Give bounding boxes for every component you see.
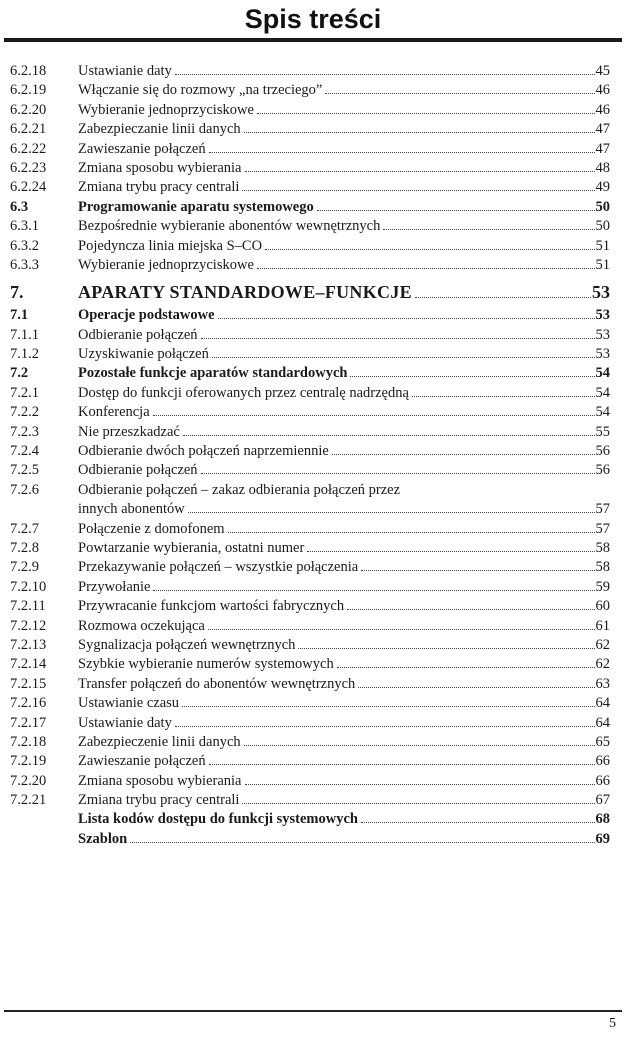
toc-entry[interactable]	[0, 326, 626, 345]
section-number: 7.2.18	[10, 733, 47, 750]
toc-entry[interactable]	[0, 345, 626, 364]
toc-entry[interactable]	[0, 140, 626, 159]
toc-entry[interactable]	[0, 558, 626, 577]
section-number: 7.2.14	[10, 656, 47, 673]
toc-entry[interactable]	[0, 423, 626, 442]
dot-leader	[257, 112, 595, 114]
dot-leader	[244, 131, 595, 133]
section-title: Programowanie aparatu systemowego	[78, 198, 314, 215]
section-title: Pozostałe funkcje aparatów standardowych	[78, 365, 348, 382]
dot-leader	[245, 170, 595, 172]
page-ref: 46	[595, 101, 610, 118]
section-number: 7.2.4	[10, 443, 39, 460]
section-title: Zabezpieczenie linii danych	[78, 733, 241, 750]
page-ref: 66	[595, 753, 610, 770]
dot-leader	[332, 453, 595, 455]
toc-entry[interactable]	[0, 481, 626, 520]
toc-entry[interactable]	[0, 714, 626, 733]
dot-leader	[175, 73, 595, 75]
page-ref: 68	[595, 811, 610, 828]
dot-leader	[182, 705, 594, 707]
section-number: 7.2.12	[10, 617, 47, 634]
toc-entry[interactable]	[0, 694, 626, 713]
toc-entry[interactable]	[0, 578, 626, 597]
dot-leader	[188, 511, 595, 513]
section-title: Zabezpieczanie linii danych	[78, 121, 241, 138]
page-ref: 58	[595, 540, 610, 556]
section-number: 6.3.2	[10, 237, 39, 254]
section-title: Bezpośrednie wybieranie abonentów wewnętrznych	[78, 218, 381, 235]
dot-leader	[361, 569, 594, 571]
dot-leader	[208, 628, 595, 630]
section-number: 7.2.19	[10, 753, 47, 770]
dot-leader	[209, 151, 595, 153]
section-title: Zmiana trybu pracy centrali	[78, 179, 240, 196]
page-ref: 56	[595, 443, 610, 460]
chapter-title: APARATY STANDARDOWE–FUNKCJE	[78, 282, 412, 303]
section-title: Pojedyncza linia miejska S–CO	[78, 237, 263, 254]
dot-leader	[337, 666, 595, 668]
toc-entry[interactable]	[0, 384, 626, 403]
section-title: Włączanie się do rozmowy „na trzeciego”	[78, 82, 323, 99]
section-title: Wybieranie jednoprzyciskowe	[78, 101, 254, 118]
section-title-continuation: innych abonentów	[78, 501, 185, 518]
page-ref: 47	[595, 121, 610, 138]
page-ref: 57	[595, 520, 610, 537]
section-title: Zmiana trybu pracy centrali	[78, 792, 240, 809]
section-title: Zmiana sposobu wybierania	[78, 772, 242, 789]
section-title: Nie przeszkadzać	[78, 423, 180, 440]
toc-entry[interactable]	[0, 675, 626, 694]
dot-leader	[317, 209, 595, 211]
page-ref: 62	[595, 656, 610, 673]
section-number: 7.2	[10, 365, 29, 382]
toc-chapter-heading[interactable]	[0, 279, 626, 306]
toc-section-heading[interactable]	[0, 306, 626, 325]
section-number: 7.2.13	[10, 636, 47, 653]
page-ref: 49	[595, 179, 610, 196]
section-number: 6.3	[10, 198, 29, 215]
page-ref: 54	[595, 404, 610, 421]
dot-leader	[228, 531, 595, 533]
dot-leader	[265, 248, 594, 250]
section-number: 7.2.10	[10, 578, 47, 595]
toc-entry[interactable]	[0, 461, 626, 480]
page-ref: 51	[595, 256, 610, 273]
section-title: Ustawianie daty	[78, 714, 172, 731]
page-ref: 50	[595, 218, 610, 235]
dot-leader	[383, 228, 594, 230]
page-ref: 54	[595, 365, 610, 382]
page-ref: 65	[595, 733, 610, 750]
section-title: Odbieranie połączeń – zakaz odbierania połączeń przez	[78, 481, 401, 498]
section-title: Rozmowa oczekująca	[78, 617, 205, 634]
section-title: Zawieszanie połączeń	[78, 753, 206, 770]
page-ref: 53	[592, 282, 610, 303]
dot-leader	[415, 296, 591, 298]
section-title: Sygnalizacja połączeń wewnętrznych	[78, 636, 296, 653]
toc-entry[interactable]	[0, 752, 626, 771]
section-number: 7.2.17	[10, 714, 47, 731]
section-number: 7.1	[10, 307, 29, 324]
toc-entry[interactable]	[0, 636, 626, 655]
section-title: Operacje podstawowe	[78, 307, 215, 324]
page-ref: 69	[595, 830, 610, 847]
section-number: 7.2.11	[10, 598, 46, 615]
section-number: 6.2.22	[10, 140, 47, 157]
toc-entry[interactable]	[0, 217, 626, 236]
toc-entry[interactable]	[0, 442, 626, 461]
dot-leader	[245, 783, 595, 785]
dot-leader	[218, 317, 595, 319]
dot-leader	[201, 337, 595, 339]
dot-leader	[350, 375, 594, 377]
chapter-number: 7.	[10, 282, 24, 303]
section-title: Transfer połączeń do abonentów wewnętrznych	[78, 675, 356, 692]
dot-leader	[244, 744, 595, 746]
section-title: Przywracanie funkcjom wartości fabrycznych	[78, 598, 345, 615]
toc-entry[interactable]	[0, 120, 626, 139]
toc-entry[interactable]	[0, 101, 626, 120]
section-title: Wybieranie jednoprzyciskowe	[78, 256, 254, 273]
section-number: 7.2.2	[10, 404, 39, 421]
dot-leader	[242, 189, 594, 191]
toc-entry[interactable]	[0, 62, 626, 81]
section-title: Zmiana sposobu wybierania	[78, 159, 242, 176]
page-ref: 53	[595, 346, 610, 363]
toc-entry[interactable]	[0, 733, 626, 752]
section-number: 7.2.9	[10, 559, 39, 576]
page-ref: 47	[595, 140, 610, 157]
section-title: Uzyskiwanie połączeń	[78, 346, 209, 363]
section-number: 7.2.16	[10, 695, 47, 712]
section-number: 6.3.1	[10, 218, 39, 235]
dot-leader	[347, 608, 594, 610]
toc-section-heading[interactable]	[0, 198, 626, 217]
page-ref: 66	[595, 772, 610, 789]
header-rule	[4, 38, 622, 42]
section-number: 6.2.19	[10, 82, 47, 99]
toc-entry[interactable]	[0, 81, 626, 100]
toc-appendix-entry[interactable]	[0, 830, 626, 849]
page-ref: 60	[595, 598, 610, 615]
section-number: 6.2.23	[10, 159, 47, 176]
section-number: 7.2.20	[10, 772, 47, 789]
toc-entry[interactable]	[0, 256, 626, 275]
dot-leader	[212, 356, 595, 358]
dot-leader	[412, 395, 595, 397]
dot-leader	[242, 802, 594, 804]
page-ref: 56	[595, 462, 610, 479]
page-ref: 48	[595, 159, 610, 176]
section-number: 7.2.5	[10, 462, 39, 479]
section-title: Odbieranie połączeń	[78, 462, 198, 479]
page-ref: 50	[595, 198, 610, 215]
section-number: 7.2.7	[10, 520, 39, 537]
section-number: 7.1.1	[10, 326, 39, 343]
toc-entry[interactable]	[0, 178, 626, 197]
page-title: Spis treści	[244, 4, 382, 34]
page-ref: 55	[595, 423, 610, 440]
page-ref: 63	[595, 675, 610, 692]
section-title: Połączenie z domofonem	[78, 520, 225, 537]
section-title: Przywołanie	[78, 578, 151, 595]
page-ref: 46	[595, 82, 610, 99]
toc-entry[interactable]	[0, 791, 626, 810]
section-title: Ustawianie daty	[78, 63, 172, 79]
section-title: Dostęp do funkcji oferowanych przez centralę nadrzędną	[78, 384, 409, 401]
page-ref: 59	[595, 578, 610, 595]
page-ref: 51	[595, 237, 610, 254]
page-ref: 57	[595, 501, 610, 518]
section-title: Odbieranie dwóch połączeń naprzemiennie	[78, 443, 329, 460]
section-title: Konferencja	[78, 404, 150, 421]
toc-entry[interactable]	[0, 159, 626, 178]
dot-leader	[358, 686, 594, 688]
section-number: 7.2.6	[10, 481, 39, 498]
toc-entry[interactable]	[0, 520, 626, 539]
toc-entry[interactable]	[0, 597, 626, 616]
dot-leader	[298, 647, 594, 649]
toc-appendix-entry[interactable]	[0, 810, 626, 829]
page-ref: 45	[595, 63, 610, 79]
section-number: 7.2.15	[10, 675, 47, 692]
section-number: 6.2.24	[10, 179, 47, 196]
toc-entry[interactable]	[0, 772, 626, 791]
section-number: 7.1.2	[10, 346, 39, 363]
dot-leader	[130, 841, 594, 843]
table-of-contents	[0, 62, 626, 849]
page-ref: 61	[595, 617, 610, 634]
page-header	[0, 0, 626, 42]
toc-entry[interactable]	[0, 539, 626, 558]
section-title: Lista kodów dostępu do funkcji systemowych	[78, 811, 358, 828]
section-number: 6.3.3	[10, 256, 39, 273]
page-ref: 58	[595, 559, 610, 576]
page-ref: 54	[595, 384, 610, 401]
footer-rule	[4, 1010, 622, 1012]
section-title: Ustawianie czasu	[78, 695, 180, 712]
section-number: 7.2.1	[10, 384, 39, 401]
dot-leader	[175, 725, 595, 727]
toc-section-heading[interactable]	[0, 364, 626, 383]
page-ref: 64	[595, 695, 610, 712]
section-title: Przekazywanie połączeń – wszystkie połączenia	[78, 559, 359, 576]
section-number: 7.2.8	[10, 540, 39, 556]
dot-leader	[209, 763, 595, 765]
dot-leader	[361, 821, 595, 823]
dot-leader	[307, 550, 594, 552]
page-ref: 62	[595, 636, 610, 653]
section-title: Odbieranie połączeń	[78, 326, 198, 343]
section-title: Zawieszanie połączeń	[78, 140, 206, 157]
toc-entry[interactable]	[0, 237, 626, 256]
section-title: Powtarzanie wybierania, ostatni numer	[78, 540, 305, 556]
dot-leader	[153, 414, 595, 416]
section-number: 6.2.20	[10, 101, 47, 118]
toc-entry[interactable]	[0, 403, 626, 422]
toc-entry[interactable]	[0, 617, 626, 636]
toc-entry[interactable]	[0, 655, 626, 674]
dot-leader	[325, 92, 594, 94]
page-ref: 67	[595, 792, 610, 809]
page-number: 5	[609, 1016, 616, 1031]
page-ref: 64	[595, 714, 610, 731]
dot-leader	[153, 589, 594, 591]
section-number: 7.2.21	[10, 792, 47, 809]
section-title: Szablon	[78, 830, 128, 847]
page-ref: 53	[595, 307, 610, 324]
page-ref: 53	[595, 326, 610, 343]
section-number: 6.2.21	[10, 121, 47, 138]
dot-leader	[201, 472, 595, 474]
section-number: 6.2.18	[10, 63, 47, 79]
section-number: 7.2.3	[10, 423, 39, 440]
dot-leader	[257, 267, 595, 269]
dot-leader	[183, 434, 595, 436]
section-title: Szybkie wybieranie numerów systemowych	[78, 656, 334, 673]
